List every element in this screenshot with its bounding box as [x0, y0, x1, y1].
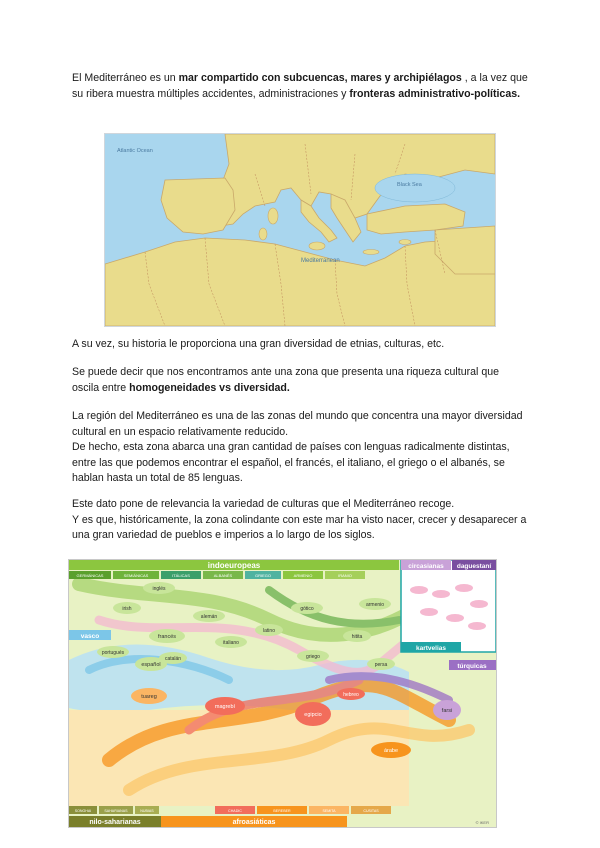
kartvelian-header: kartvelias: [416, 645, 446, 652]
language-label: alemán: [200, 614, 218, 620]
subgroup-label: GRIEGO: [254, 573, 272, 578]
language-label: portugués: [101, 650, 125, 656]
text-line: Y es que, históricamente, la zona colindante con este mar ha visto nacer, crecer y desaparecer a una gran variedad de pueblos e imperios a lo largo de los siglos.: [72, 513, 527, 541]
language-label: árabe: [383, 748, 399, 754]
subgroup-label: SAHARIANAS: [104, 809, 128, 813]
language-label: hitita: [351, 634, 363, 640]
language-label: italiano: [223, 640, 239, 646]
language-label: francés: [157, 634, 177, 640]
text-line: De hecho, esta zona abarca una gran cantidad de países con lenguas radicalmente distintas, entre las que podemos encontrar el español, el francés, el italiano, el griego o el albanés, se hablan hasta un total de 85 lenguas.: [72, 441, 510, 484]
language-label: inglés: [152, 586, 166, 592]
black-sea-label: Black Sea: [397, 182, 422, 188]
atlantic-label: Atlantic Ocean: [117, 148, 153, 154]
language-label: armenio: [365, 602, 385, 608]
bold-run: homogeneidades vs diversidad.: [129, 381, 290, 394]
circassian-header: circasianas: [408, 563, 444, 570]
daghestani-header: daguestaní: [456, 563, 492, 570]
subgroup-label: IRANIO: [338, 573, 352, 578]
text-line: Este dato pone de relevancia la variedad de culturas que el Mediterráneo recoge.: [72, 498, 455, 510]
subgroup-label: ALBANÉS: [213, 573, 233, 578]
mediterranean-map: [104, 133, 496, 327]
text-run: El Mediterráneo es un: [72, 72, 179, 84]
language-map-image: [69, 560, 496, 827]
language-label: irish: [122, 606, 132, 612]
language-label: catalán: [164, 656, 182, 662]
nilo-saharan-header: nilo-saharianas: [89, 819, 141, 826]
language-label: hebreo: [343, 692, 359, 698]
subgroup-label: SEMIÁNICAS: [123, 573, 149, 578]
text-run: , a la vez que su ribera muestra múltiples accidentes, administraciones y: [72, 72, 528, 100]
afroasiatic-header: afroasiáticas: [232, 819, 276, 826]
subgroup-label: CHADIC: [228, 809, 242, 813]
language-families-map: [68, 559, 497, 828]
language-label: persa: [374, 662, 388, 668]
diversity-paragraph: [72, 365, 528, 396]
language-label: tuareg: [141, 694, 157, 700]
language-label: gótico: [300, 606, 314, 612]
language-label: latino: [263, 628, 275, 634]
languages-paragraph: [72, 409, 528, 487]
intro-paragraph: [72, 71, 528, 102]
map-image: [105, 134, 495, 326]
cultures-paragraph: [72, 497, 528, 544]
subgroup-label: SONGHAI: [74, 809, 92, 813]
history-paragraph: [72, 337, 528, 353]
subgroup-label: BEREBER: [273, 809, 291, 813]
subgroup-label: GERMÁNICAS: [76, 573, 104, 578]
language-label: griego: [306, 654, 320, 660]
subgroup-label: CUSITAS: [363, 809, 379, 813]
turkic-header: túrquicas: [457, 663, 487, 670]
bold-run: mar compartido con subcuencas, mares y archipiélagos: [178, 72, 462, 84]
text-run: A su vez, su historia le proporciona una gran diversidad de etnias, culturas, etc.: [72, 338, 445, 350]
subgroup-label: SEMITA: [322, 809, 336, 813]
mediterranean-label: Mediterranean: [301, 258, 340, 264]
map-credit: © IKER: [475, 820, 489, 825]
language-label: egipcio: [304, 712, 322, 718]
vasco-header: vasco: [80, 633, 100, 640]
subgroup-label: ITÁLICAS: [172, 573, 190, 578]
subgroups-top: [69, 571, 365, 579]
text-line: La región del Mediterráneo es una de las zonas del mundo que concentra una mayor diversidad cultural en un espacio relativamente reducido.: [72, 410, 523, 438]
language-label: magrebí: [214, 704, 236, 710]
indo-header: indoeuropeas: [207, 561, 261, 570]
language-label: farsi: [441, 708, 453, 714]
text-run: Se puede decir que nos encontramos ante una zona que presenta una riqueza cultural que oscila entre: [72, 366, 499, 394]
subgroup-label: ARMENIO: [293, 573, 313, 578]
subgroups-bottom: [69, 806, 391, 814]
bold-run: fronteras administrativo-políticas.: [349, 87, 521, 100]
language-label: español: [141, 662, 161, 668]
subgroup-label: NUBIAS: [140, 809, 154, 813]
